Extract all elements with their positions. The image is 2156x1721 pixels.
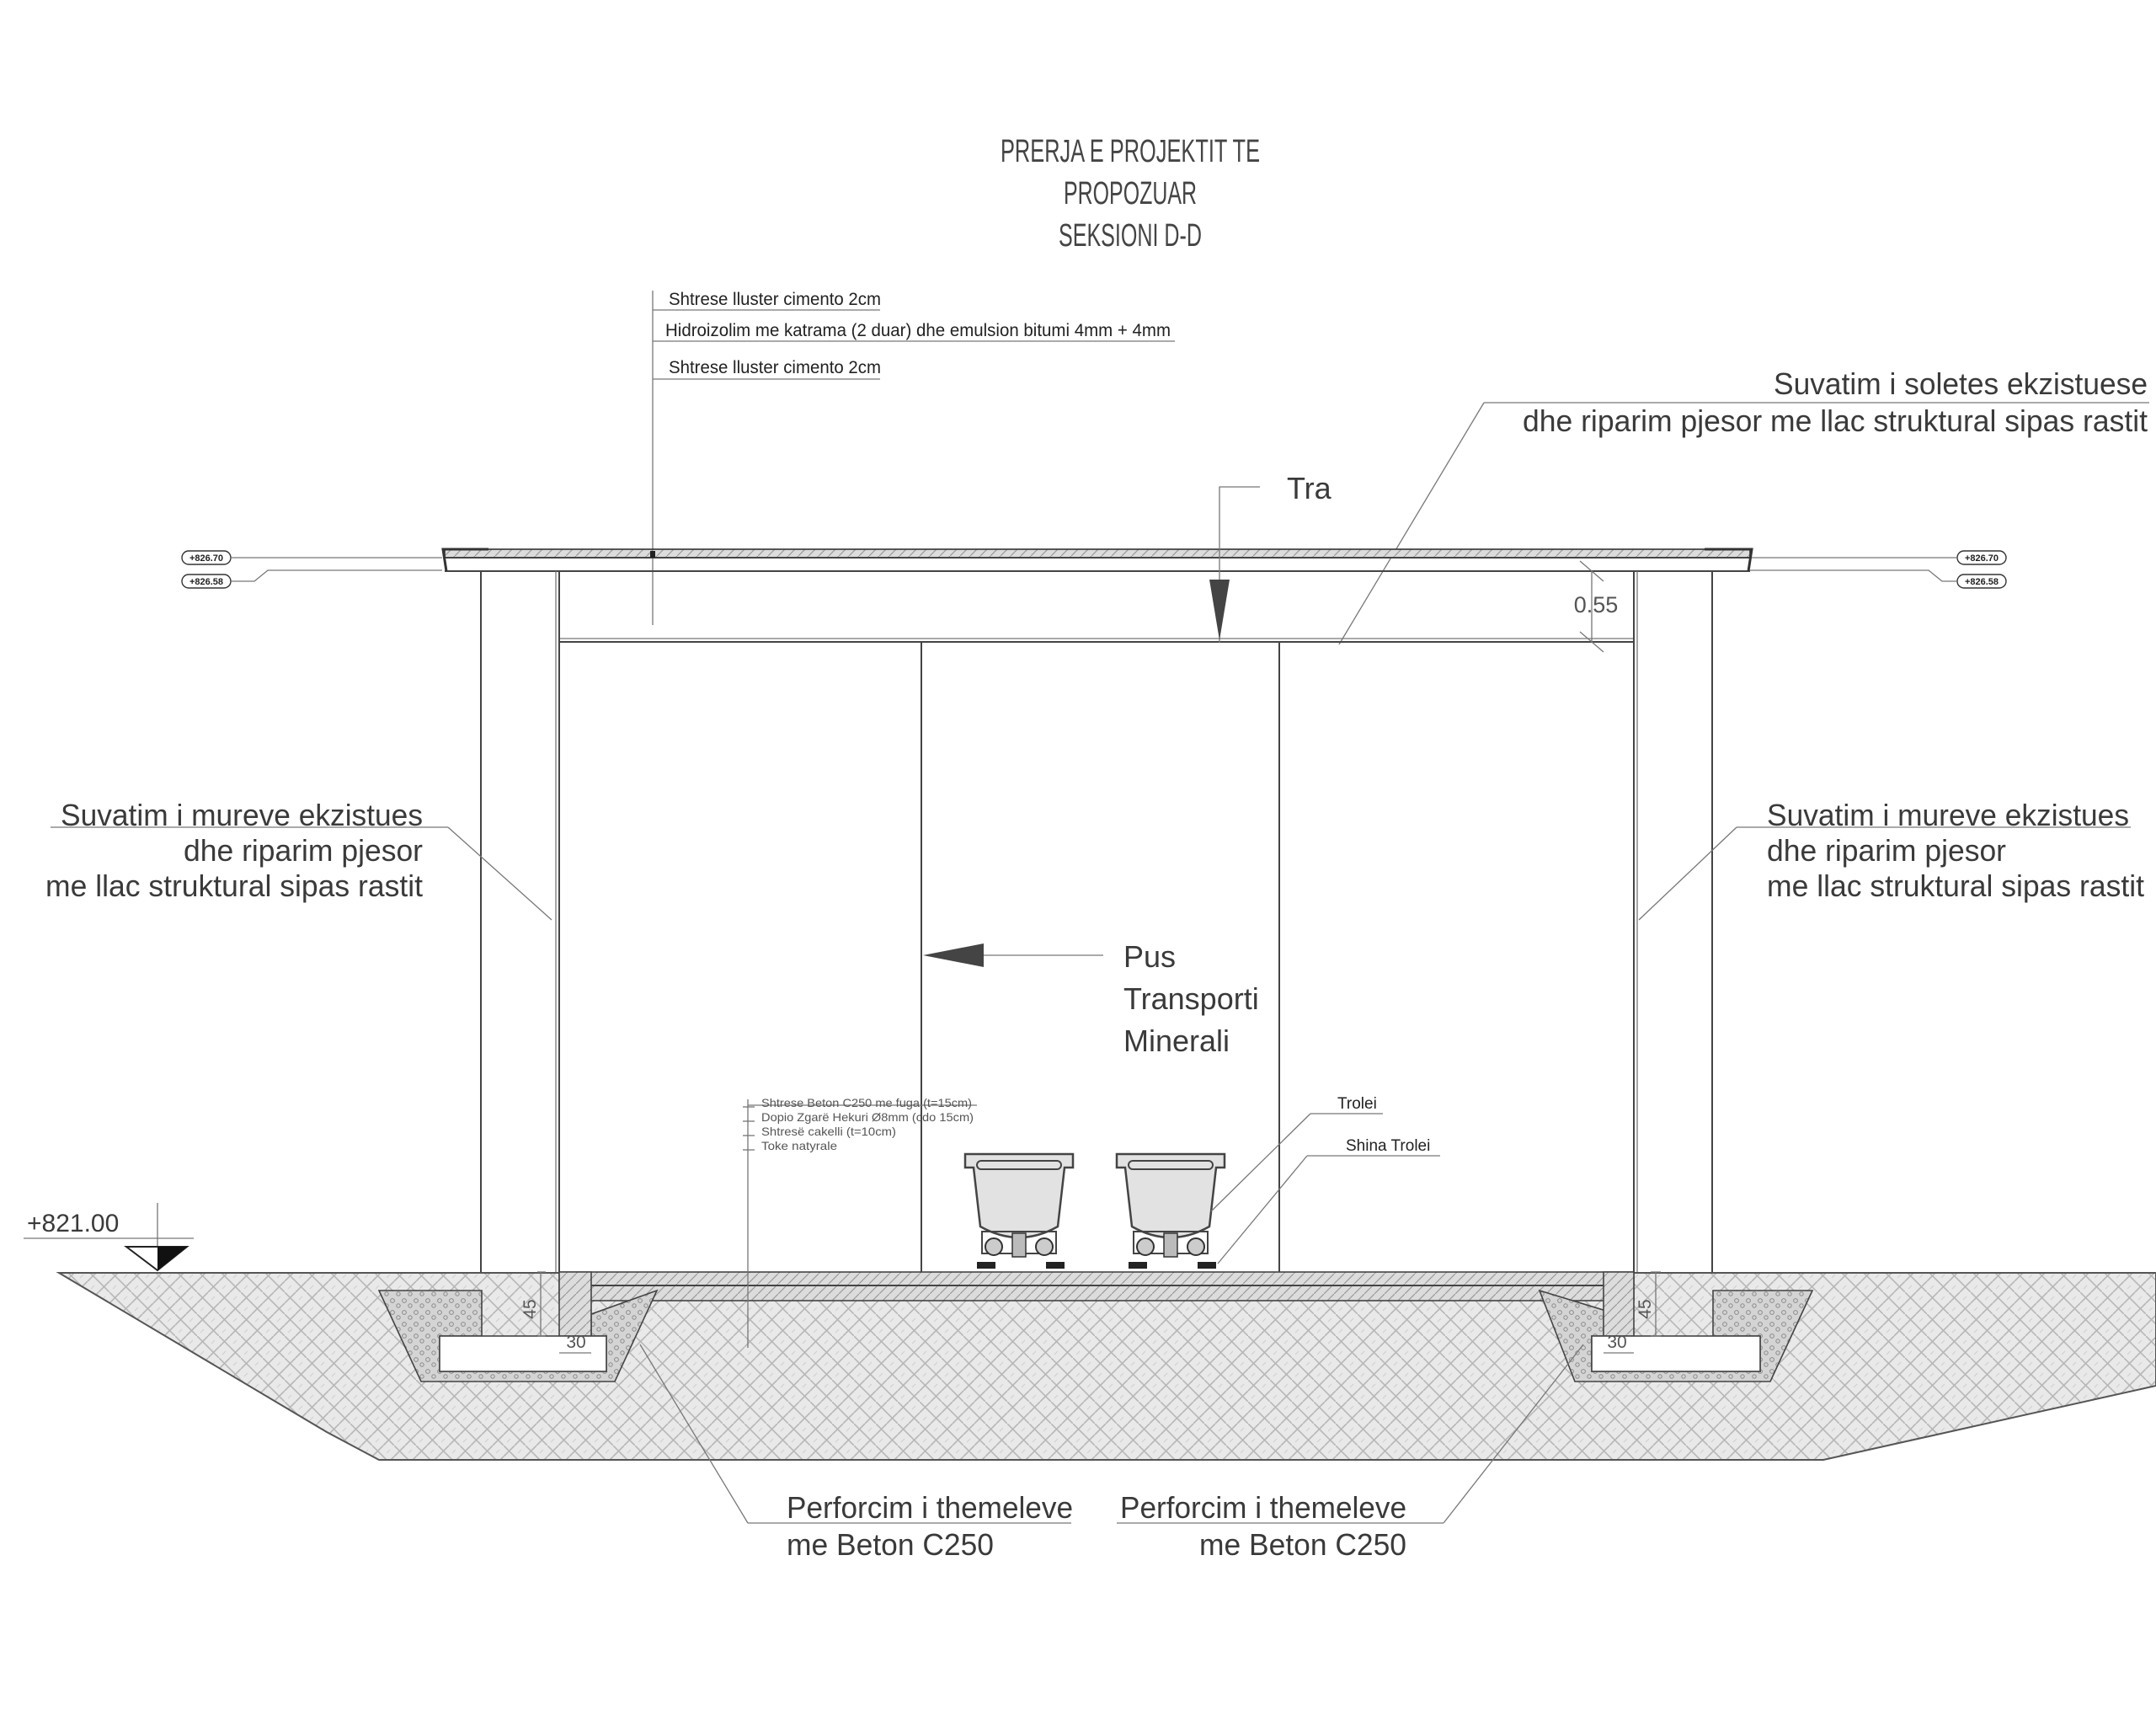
elevation-tag-top-right: +826.70 — [1964, 553, 1999, 564]
rail-callout — [1218, 1137, 1440, 1264]
ground-elevation-marker — [24, 1203, 194, 1270]
elevation-marker-icon — [126, 1247, 187, 1270]
roof-layer-1: Shtrese lluster cimento 2cm — [669, 290, 881, 309]
elevation-tags-left — [182, 551, 442, 588]
roof-layer-3: Shtrese lluster cimento 2cm — [669, 358, 881, 377]
trolley-label: Trolei — [1337, 1095, 1377, 1113]
beam-dimension-value: 0.55 — [1573, 592, 1619, 617]
ground-elevation: +821.00 — [27, 1210, 120, 1237]
floor-layer-1: Shtrese Beton C250 me fuga (t=15cm) — [761, 1096, 972, 1109]
wall-note-left-line-3: me llac struktural sipas rastit — [45, 869, 423, 903]
wall-note-right — [1639, 798, 2144, 920]
title-line-2: PROPOZUAR — [1064, 176, 1197, 211]
elevation-tag-top-left: +826.70 — [189, 553, 224, 564]
foundation-note-left-line-1: Perforcim i themeleve — [787, 1490, 1073, 1525]
wall-note-left-line-1: Suvatim i mureve ekzistues — [61, 798, 423, 832]
roof-layer-2: Hidroizolim me katrama (2 duar) dhe emulsion bitumi 4mm + 4mm — [665, 321, 1171, 340]
foundation-note-right-line-2: me Beton C250 — [1199, 1527, 1406, 1562]
wall-right — [1634, 571, 1712, 1272]
shaft-label-line-3: Minerali — [1123, 1024, 1230, 1058]
wall-left — [481, 571, 559, 1272]
foundation-note-left-line-2: me Beton C250 — [787, 1527, 994, 1562]
footing-left-width: 30 — [566, 1333, 586, 1352]
floor-layer-2: Dopio Zgarë Hekuri Ø8mm (cdo 15cm) — [761, 1110, 974, 1124]
elevation-tag-bottom-right: +826.58 — [1964, 577, 1999, 587]
ground — [59, 1272, 2156, 1460]
mine-cart-icon — [965, 1154, 1073, 1269]
roof-layers-callout — [653, 290, 1175, 625]
shaft-callout — [923, 939, 1259, 1058]
title-line-1: PRERJA E PROJEKTIT TE — [1001, 134, 1260, 169]
floor-layer-3: Shtresë cakelli (t=10cm) — [761, 1125, 896, 1138]
beam-label: Tra — [1287, 471, 1331, 505]
shaft-label-line-1: Pus — [1123, 939, 1177, 974]
footing-left-depth: 45 — [520, 1299, 540, 1319]
footing-right-depth: 45 — [1636, 1299, 1655, 1319]
wall-note-right-line-2: dhe riparim pjesor — [1767, 833, 2007, 868]
elevation-tags-right — [1750, 551, 2006, 588]
floor-layer-4: Toke natyrale — [761, 1139, 838, 1152]
slab-note-line-2: dhe riparim pjesor me llac struktural sipas rastit — [1523, 404, 2148, 438]
beam — [559, 639, 1634, 642]
slab-note — [1339, 366, 2149, 644]
rail-label: Shina Trolei — [1346, 1137, 1431, 1155]
wall-note-right-line-1: Suvatim i mureve ekzistues — [1767, 798, 2129, 832]
wall-note-left — [45, 798, 552, 920]
footing-right-width: 30 — [1607, 1333, 1627, 1352]
mine-cart-icon — [1117, 1154, 1225, 1269]
shaft-label-line-2: Transporti — [1123, 981, 1259, 1016]
foundation-note-right-line-1: Perforcim i themeleve — [1120, 1490, 1406, 1525]
wall-note-left-line-2: dhe riparim pjesor — [184, 833, 424, 868]
title-line-3: SEKSIONI D-D — [1059, 218, 1202, 254]
wall-note-right-line-3: me llac struktural sipas rastit — [1767, 869, 2144, 903]
roof-slab — [443, 549, 1752, 571]
arrow-down-icon — [1209, 580, 1230, 640]
slab-note-line-1: Suvatim i soletes ekzistuese — [1774, 366, 2148, 401]
arrow-left-icon — [923, 943, 984, 967]
elevation-tag-bottom-left: +826.58 — [189, 577, 224, 587]
